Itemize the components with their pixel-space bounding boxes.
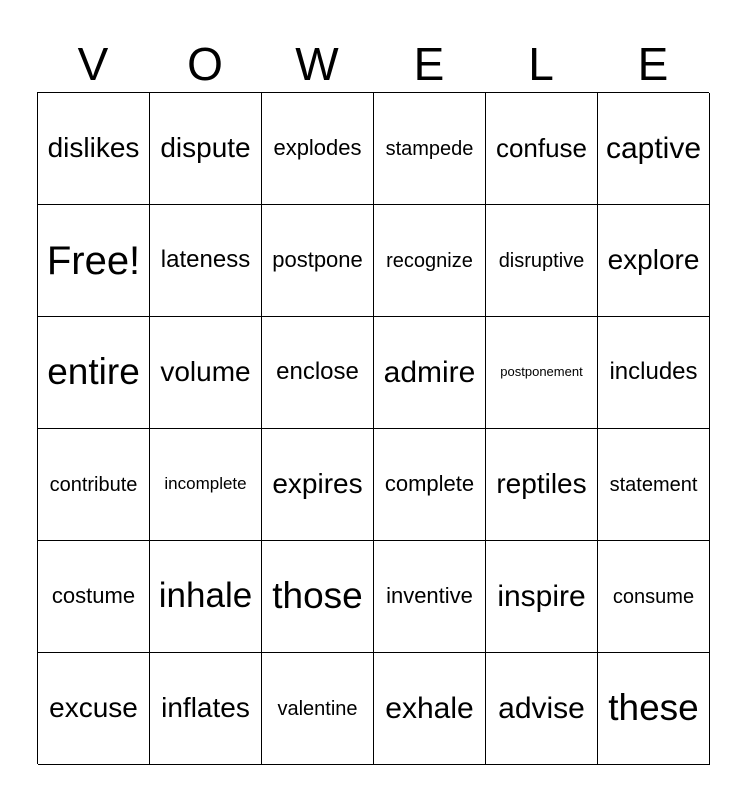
- bingo-cell: expires: [262, 429, 374, 541]
- bingo-cell: entire: [38, 317, 150, 429]
- bingo-cell: those: [262, 541, 374, 653]
- bingo-cell: dislikes: [38, 93, 150, 205]
- bingo-cell: recognize: [374, 205, 486, 317]
- bingo-cell: explore: [598, 205, 710, 317]
- bingo-cell: inhale: [150, 541, 262, 653]
- bingo-cell: statement: [598, 429, 710, 541]
- free-space: Free!: [38, 205, 150, 317]
- bingo-cell: excuse: [38, 653, 150, 765]
- bingo-cell: reptiles: [486, 429, 598, 541]
- bingo-cell: valentine: [262, 653, 374, 765]
- bingo-cell: complete: [374, 429, 486, 541]
- bingo-cell: consume: [598, 541, 710, 653]
- bingo-card: [37, 92, 709, 764]
- header-letter: E: [413, 38, 445, 90]
- header-letter: V: [77, 38, 109, 90]
- bingo-cell: inspire: [486, 541, 598, 653]
- bingo-cell: costume: [38, 541, 150, 653]
- bingo-cell: incomplete: [150, 429, 262, 541]
- bingo-cell: explodes: [262, 93, 374, 205]
- bingo-cell: captive: [598, 93, 710, 205]
- bingo-cell: disruptive: [486, 205, 598, 317]
- bingo-cell: these: [598, 653, 710, 765]
- bingo-cell: dispute: [150, 93, 262, 205]
- header-letter: E: [637, 38, 669, 90]
- bingo-cell: enclose: [262, 317, 374, 429]
- bingo-cell: postpone: [262, 205, 374, 317]
- bingo-cell: includes: [598, 317, 710, 429]
- bingo-cell: exhale: [374, 653, 486, 765]
- bingo-cell: confuse: [486, 93, 598, 205]
- bingo-cell: inventive: [374, 541, 486, 653]
- header-letter: O: [187, 38, 223, 90]
- bingo-cell: stampede: [374, 93, 486, 205]
- bingo-cell: advise: [486, 653, 598, 765]
- header-letter: W: [295, 38, 339, 90]
- bingo-cell: admire: [374, 317, 486, 429]
- bingo-cell: postponement: [486, 317, 598, 429]
- bingo-cell: contribute: [38, 429, 150, 541]
- header-letter: L: [528, 38, 554, 90]
- bingo-cell: lateness: [150, 205, 262, 317]
- bingo-cell: inflates: [150, 653, 262, 765]
- bingo-cell: volume: [150, 317, 262, 429]
- bingo-header: [37, 36, 709, 92]
